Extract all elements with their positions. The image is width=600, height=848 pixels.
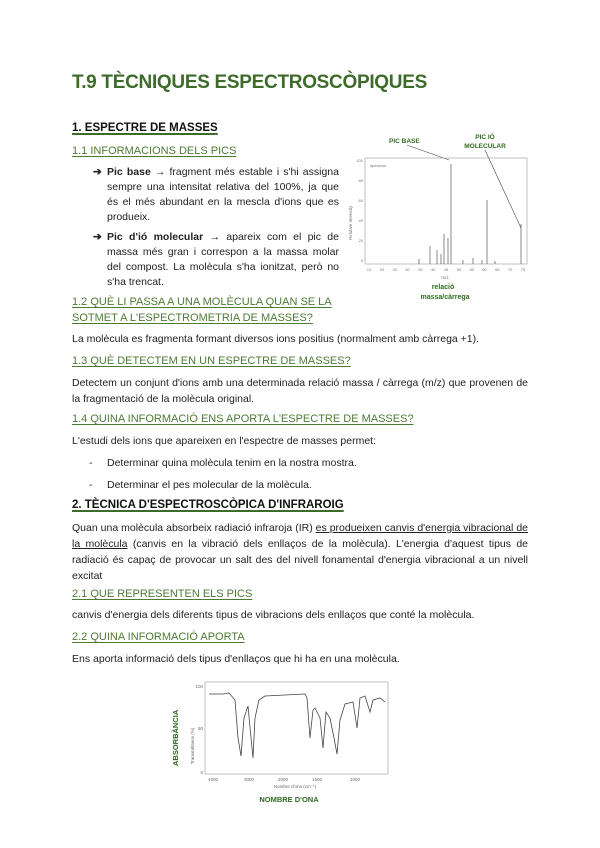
paragraph: L'estudi dels ions que apareixen en l'espectre de masses permet: — [72, 435, 377, 447]
subheading-1-2: 1.2 QUÈ LI PASSA A UNA MOLÈCULA QUAN SE LA SOTMET A L'ESPECTROMETRIA DE MASSES? — [72, 296, 332, 324]
section-2-heading: 2. TÈCNICA D'ESPECTROSCÒPICA D'INFRAROIG — [72, 499, 344, 511]
x-tick: 30 — [405, 267, 410, 272]
mass-spectrum-chart — [345, 130, 535, 308]
x-tick: 65 — [495, 267, 500, 272]
ir-spectrum-line — [209, 693, 385, 758]
x-tick: 45 — [443, 267, 449, 272]
bullet-term: Pic base — [107, 166, 151, 178]
x-axis-title: m/z — [441, 275, 449, 280]
pic-molecular-pointer — [485, 150, 521, 228]
dash-item: - Determinar quina molècula tenim en la nostra mostra. — [89, 457, 357, 469]
y-axis-title: Transmittance (%) — [190, 727, 195, 765]
x-tick: 2000 — [277, 777, 289, 782]
y-tick: 40 — [358, 218, 363, 223]
x-label-1: relació — [431, 284, 455, 291]
y-tick: 60 — [358, 198, 363, 203]
bullet-text: → apareix com el pic de massa més gran i correspon a la massa molar del compost. La molècula s'ha ionitzat, però no s'ha trencat. — [107, 231, 339, 288]
x-tick: 20 — [379, 267, 385, 272]
paragraph: canvis d'energia dels diferents tipus de vibracions dels enllaços que conté la molècula. — [72, 609, 475, 621]
x-tick: 40 — [430, 267, 436, 272]
x-label: NOMBRE D'ONA — [259, 795, 319, 804]
bullet-term: Pic d'ió molecular — [107, 231, 204, 243]
subheading-1-1: 1.1 INFORMACIONS DELS PICS — [72, 145, 237, 157]
x-tick: 75 — [520, 267, 526, 272]
x-tick: 1000 — [349, 777, 361, 782]
y-axis-title: Relative Intensity — [348, 205, 353, 240]
x-tick: 70 — [507, 267, 513, 272]
dash-item: - Determinar el pes molecular de la molècula. — [89, 479, 312, 491]
x-tick: 50 — [456, 267, 462, 272]
paragraph: Ens aporta informació dels tipus d'enllaços que hi ha en una molècula. — [72, 653, 400, 665]
bullet-pic-molecular — [93, 230, 339, 290]
y-ticks — [356, 158, 363, 263]
x-tick: 25 — [392, 267, 397, 272]
paragraph: La molècula es fragmenta formant diversos ions positius (normalment amb càrrega +1). — [72, 333, 480, 345]
bullet-text: → fragment més estable i s'hi assigna sempre una intensitat relativa del 100%, ja que és el més abundant en la mescla d'ions que es produeix. — [107, 166, 339, 223]
absorbance-label: ABSORBÀNCIA — [171, 709, 180, 766]
x-tick: 10 — [366, 267, 372, 272]
x-label-2: massa/càrrega — [420, 294, 470, 301]
x-ticks — [367, 267, 526, 272]
x-axis-title: Nombre d'ona (cm⁻¹) — [273, 784, 317, 789]
y-tick: 100 — [356, 158, 363, 163]
plot-frame — [365, 158, 527, 264]
ir-spectrum-chart — [165, 678, 395, 810]
y-tick: 50 — [197, 726, 203, 731]
arrow-icon: ➔ — [93, 231, 102, 243]
subheading-1-4: 1.4 QUINA INFORMACIÓ ENS APORTA L'ESPECTRE DE MASSES? — [72, 413, 414, 425]
subheading-2-1: 2.1 QUE REPRESENTEN ELS PICS — [72, 588, 253, 600]
x-tick: 4000 — [207, 777, 219, 782]
pic-molecular-label-1: PIC IÓ — [475, 134, 495, 141]
pic-base-label: PIC BASE — [389, 138, 420, 145]
y-tick: 20 — [358, 238, 363, 243]
subheading-2-2: 2.2 QUINA INFORMACIÓ APORTA — [72, 631, 245, 643]
inset-label: spectrum — [370, 163, 387, 168]
x-tick: 55 — [469, 267, 474, 272]
arrow-icon: ➔ — [93, 166, 102, 178]
y-tick: 0 — [200, 770, 203, 775]
plot-frame — [205, 682, 388, 774]
pic-molecular-label-2: MOLECULAR — [464, 143, 506, 150]
section-1-heading: 1. ESPECTRE DE MASSES — [72, 122, 218, 134]
y-tick: 100 — [195, 684, 203, 689]
x-tick: 60 — [482, 267, 487, 272]
paragraph: Quan una molècula absorbeix radiació infraroja (IR) es produeixen canvis d'energia vibracional de la molècula (canvis en la vibració dels enllaços de la molècula). L'energia d'aquest tipus de radiació és capaç de provocar un salt des del nivell fonamental d'energia vibracional a un nivell excitat — [72, 522, 528, 582]
y-tick: 80 — [358, 178, 363, 183]
paragraph: Detectem un conjunt d'ions amb una determinada relació massa / càrrega (m/z) que provenen de la fragmentació de la molècula original. — [72, 377, 528, 405]
x-tick: 3000 — [243, 777, 255, 782]
x-tick: 1500 — [311, 777, 323, 782]
subheading-1-3: 1.3 QUÈ DETECTEM EN UN ESPECTRE DE MASSES? — [72, 355, 351, 367]
peaks — [419, 164, 521, 264]
x-tick: 35 — [418, 267, 423, 272]
y-tick: 0 — [360, 258, 363, 263]
bullet-pic-base — [93, 165, 339, 225]
page-title: T.9 TÈCNIQUES ESPECTROSCÒPIQUES — [72, 72, 427, 93]
